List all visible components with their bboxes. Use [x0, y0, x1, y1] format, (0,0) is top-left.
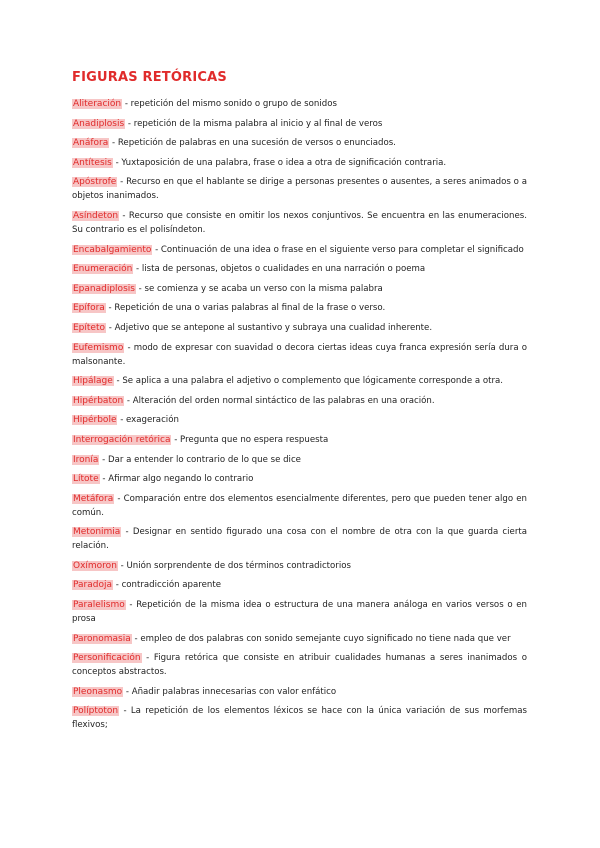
glossary-term: Hipálage: [73, 376, 113, 387]
glossary-definition: - repetición de la misma palabra al inicio y al final de veros: [125, 118, 383, 129]
glossary-term: Epífora: [73, 303, 105, 314]
glossary-entry: [72, 374, 527, 388]
glossary-entry: [72, 685, 527, 699]
glossary-definition: - empleo de dos palabras con sonido semejante cuyo significado no tiene nada que ver: [131, 633, 511, 644]
glossary-term: Hipérbole: [73, 415, 117, 426]
glossary-list: [72, 97, 527, 732]
glossary-definition: - Afirmar algo negando lo contrario: [99, 474, 254, 485]
glossary-definition: - contradicción aparente: [113, 580, 222, 591]
glossary-entry: [72, 413, 527, 427]
glossary-definition: - Se aplica a una palabra el adjetivo o complemento que lógicamente corresponde a otra.: [113, 376, 504, 387]
glossary-term: Apóstrofe: [73, 177, 117, 188]
glossary-term: Eufemismo: [73, 342, 124, 353]
glossary-term: Epíteto: [73, 322, 106, 333]
glossary-term: Asíndeton: [73, 210, 119, 221]
glossary-entry: [72, 632, 527, 646]
glossary-definition: - repetición del mismo sonido o grupo de sonidos: [122, 99, 337, 109]
glossary-entry: [72, 472, 527, 486]
glossary-entry: [72, 341, 527, 369]
glossary-definition: - se comienza y se acaba un verso con la misma palabra: [135, 283, 383, 294]
glossary-term: Paralelismo: [73, 600, 125, 611]
glossary-entry: [72, 156, 527, 170]
glossary-entry: [72, 175, 527, 203]
glossary-entry: [72, 453, 527, 467]
glossary-term: Ironía: [73, 454, 99, 465]
glossary-term: Políptoton: [73, 706, 119, 717]
glossary-term: Anadiplosis: [73, 118, 125, 129]
glossary-entry: [72, 578, 527, 592]
glossary-term: Pleonasmo: [73, 686, 123, 697]
glossary-entry: [72, 559, 527, 573]
glossary-term: Personificación: [73, 653, 141, 664]
glossary-term: Encabalgamiento: [73, 244, 152, 255]
glossary-entry: [72, 394, 527, 408]
glossary-definition: - Repetición de palabras en una sucesión de versos o enunciados.: [109, 138, 396, 149]
glossary-term: Anáfora: [73, 138, 109, 149]
glossary-entry: [72, 282, 527, 296]
glossary-term: Hipérbaton: [73, 395, 124, 406]
glossary-definition: - lista de personas, objetos o cualidades en una narración o poema: [133, 264, 426, 275]
glossary-definition: - Dar a entender lo contrario de lo que se dice: [99, 454, 301, 465]
glossary-entry: [72, 525, 527, 553]
glossary-definition: - Designar en sentido figurado una cosa con el nombre de otra con la que guarda cierta relación.: [72, 527, 527, 552]
glossary-definition: - Repetición de una o varias palabras al final de la frase o verso.: [105, 303, 386, 314]
glossary-definition: - Recurso que consiste en omitir los nexos conjuntivos. Se encuentra en las enumeraciones. Su contrario es el polisíndeton.: [72, 210, 527, 235]
glossary-term: Epanadiplosis: [73, 283, 135, 294]
document-page: [72, 70, 527, 738]
glossary-entry: [72, 209, 527, 237]
glossary-definition: - Repetición de la misma idea o estructura de una manera análoga en varios versos o en prosa: [72, 600, 527, 625]
glossary-entry: [72, 262, 527, 276]
glossary-definition: - Recurso en que el hablante se dirige a personas presentes o ausentes, a seres animados o a objetos inanimados.: [72, 177, 527, 202]
glossary-entry: [72, 651, 527, 679]
glossary-term: Metáfora: [73, 493, 114, 504]
glossary-definition: - Pregunta que no espera respuesta: [171, 434, 329, 445]
glossary-definition: - Comparación entre dos elementos esencialmente diferentes, pero que pueden tener algo en común.: [72, 493, 527, 518]
glossary-term: Paronomasia: [73, 633, 131, 644]
glossary-definition: - Figura retórica que consiste en atribuir cualidades humanas a seres inanimados o conceptos abstractos.: [72, 653, 527, 678]
glossary-definition: - Continuación de una idea o frase en el siguiente verso para completar el significado: [152, 244, 524, 255]
glossary-definition: - Añadir palabras innecesarias con valor enfático: [123, 686, 337, 697]
glossary-term: Enumeración: [73, 264, 133, 275]
glossary-term: Paradoja: [73, 580, 112, 591]
glossary-term: Antítesis: [73, 157, 112, 168]
glossary-entry: [72, 321, 527, 335]
glossary-definition: - exageración: [117, 415, 179, 426]
glossary-term: Oxímoron: [73, 560, 117, 571]
glossary-entry: [72, 97, 527, 111]
glossary-entry: [72, 704, 527, 732]
glossary-definition: - modo de expresar con suavidad o decora ciertas ideas cuya franca expresión sería dura o malsonante.: [72, 342, 527, 367]
glossary-term: Metonimia: [73, 527, 121, 538]
page-title: FIGURAS RETÓRICAS: [72, 70, 227, 85]
glossary-entry: [72, 492, 527, 520]
glossary-definition: - Alteración del orden normal sintáctico de las palabras en una oración.: [124, 395, 435, 406]
glossary-entry: [72, 598, 527, 626]
glossary-entry: [72, 433, 527, 447]
glossary-definition: - La repetición de los elementos léxicos se hace con la única variación de sus morfemas flexivos;: [72, 706, 527, 731]
glossary-entry: [72, 243, 527, 257]
glossary-definition: - Unión sorprendente de dos términos contradictorios: [117, 560, 351, 571]
glossary-term: Lítote: [73, 474, 99, 485]
glossary-term: Aliteración: [73, 99, 122, 109]
glossary-definition: - Yuxtaposición de una palabra, frase o idea a otra de significación contraria.: [112, 157, 447, 168]
glossary-definition: - Adjetivo que se antepone al sustantivo y subraya una cualidad inherente.: [106, 322, 433, 333]
glossary-term: Interrogación retórica: [73, 434, 171, 445]
glossary-entry: [72, 301, 527, 315]
glossary-entry: [72, 117, 527, 131]
glossary-entry: [72, 136, 527, 150]
